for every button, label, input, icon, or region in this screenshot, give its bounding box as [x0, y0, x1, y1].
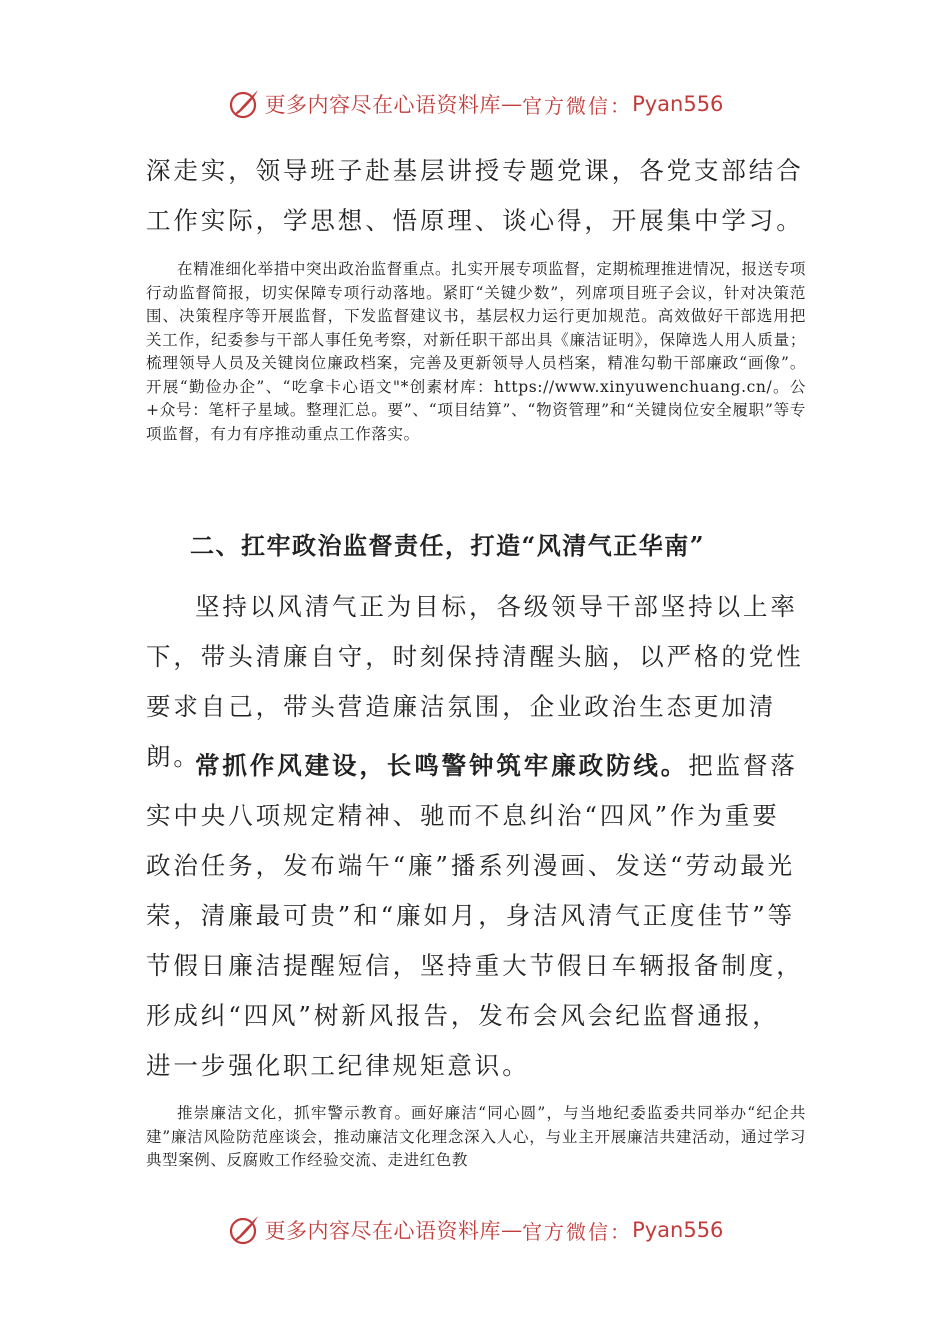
banner-wechat-label: 官方微信： — [522, 1219, 633, 1244]
banner-wechat-id: Pyan556 — [632, 1218, 724, 1242]
quill-logo-icon — [227, 1213, 261, 1247]
paragraph-3: 坚持以风清气正为目标，各级领导干部坚持以上率下，带头清廉自守，时刻保持清醒头脑，以严格的党性要求自己，带头营造廉洁氛围，企业政治生态更加清朗。 — [146, 592, 804, 771]
paragraph-4-body: 把监督落实中央八项规定精神、驰而不息纠治“四风”作为重要政治任务，发布端午“廉”播系列漫画、发送“劳动最光荣，清廉最可贵”和“廉如月，身洁风清气正度佳节”等节假日廉洁提醒短信，坚持重大节假日车辆报备制度，形成纠“四风”树新风报告，发布会风会纪监督通报，进一步强化职工纪律规矩意识。 — [146, 751, 804, 1080]
banner-wechat-label: 官方微信： — [522, 93, 633, 118]
header-banner — [0, 84, 950, 124]
paragraph-4-lead: 常抓作风建设，长鸣警钟筑牢廉政防线。 — [195, 751, 689, 780]
paragraph-2: 在精准细化举措中突出政治监督重点。扎实开展专项监督，定期梳理推进情况，报送专项行动监督简报，切实保障专项行动落地。紧盯“关键少数”，列席项目班子会议，针对决策范围、决策程序等开展监督，下发监督建议书，基层权力运行更加规范。高效做好干部选用把关工作，纪委参与干部人事任免考察，对新任职干部出具《廉洁证明》，保障选人用人质量；梳理领导人员及关键岗位廉政档案，完善及更新领导人员档案，精准勾勒干部廉政“画像”。开展“勤俭办企”、“吃拿卡心语文"*创素材库：https://www.xinyuwenchuang.cn/。公+众号：笔杆子星域。整理汇总。要”、“项目结算”、“物资管理”和“关键岗位安全履职”等专项监督，有力有序推动重点工作落实。 — [146, 260, 806, 443]
paragraph-1: 深走实，领导班子赴基层讲授专题党课，各党支部结合工作实际，学思想、悟原理、谈心得，开展集中学习。 — [146, 156, 804, 235]
banner-title: 更多内容尽在心语资料库 — [264, 93, 502, 117]
quill-logo-icon — [227, 87, 261, 121]
banner-dash: — — [501, 1218, 523, 1242]
paragraph-4 — [146, 741, 806, 1091]
section-heading: 二、扛牢政治监督责任，打造“风清气正华南” — [190, 531, 706, 560]
paragraph-5: 推崇廉洁文化，抓牢警示教育。画好廉洁“同心圆”，与当地纪委监委共同举办“纪企共建”廉洁风险防范座谈会，推动廉洁文化理念深入人心，与业主开展廉洁共建活动，通过学习典型案例、反腐败工作经验交流、走进红色教 — [146, 1104, 806, 1169]
banner-wechat-id: Pyan556 — [632, 92, 724, 116]
footer-banner — [0, 1210, 950, 1250]
banner-title: 更多内容尽在心语资料库 — [264, 1219, 502, 1243]
banner-dash: — — [501, 92, 523, 116]
